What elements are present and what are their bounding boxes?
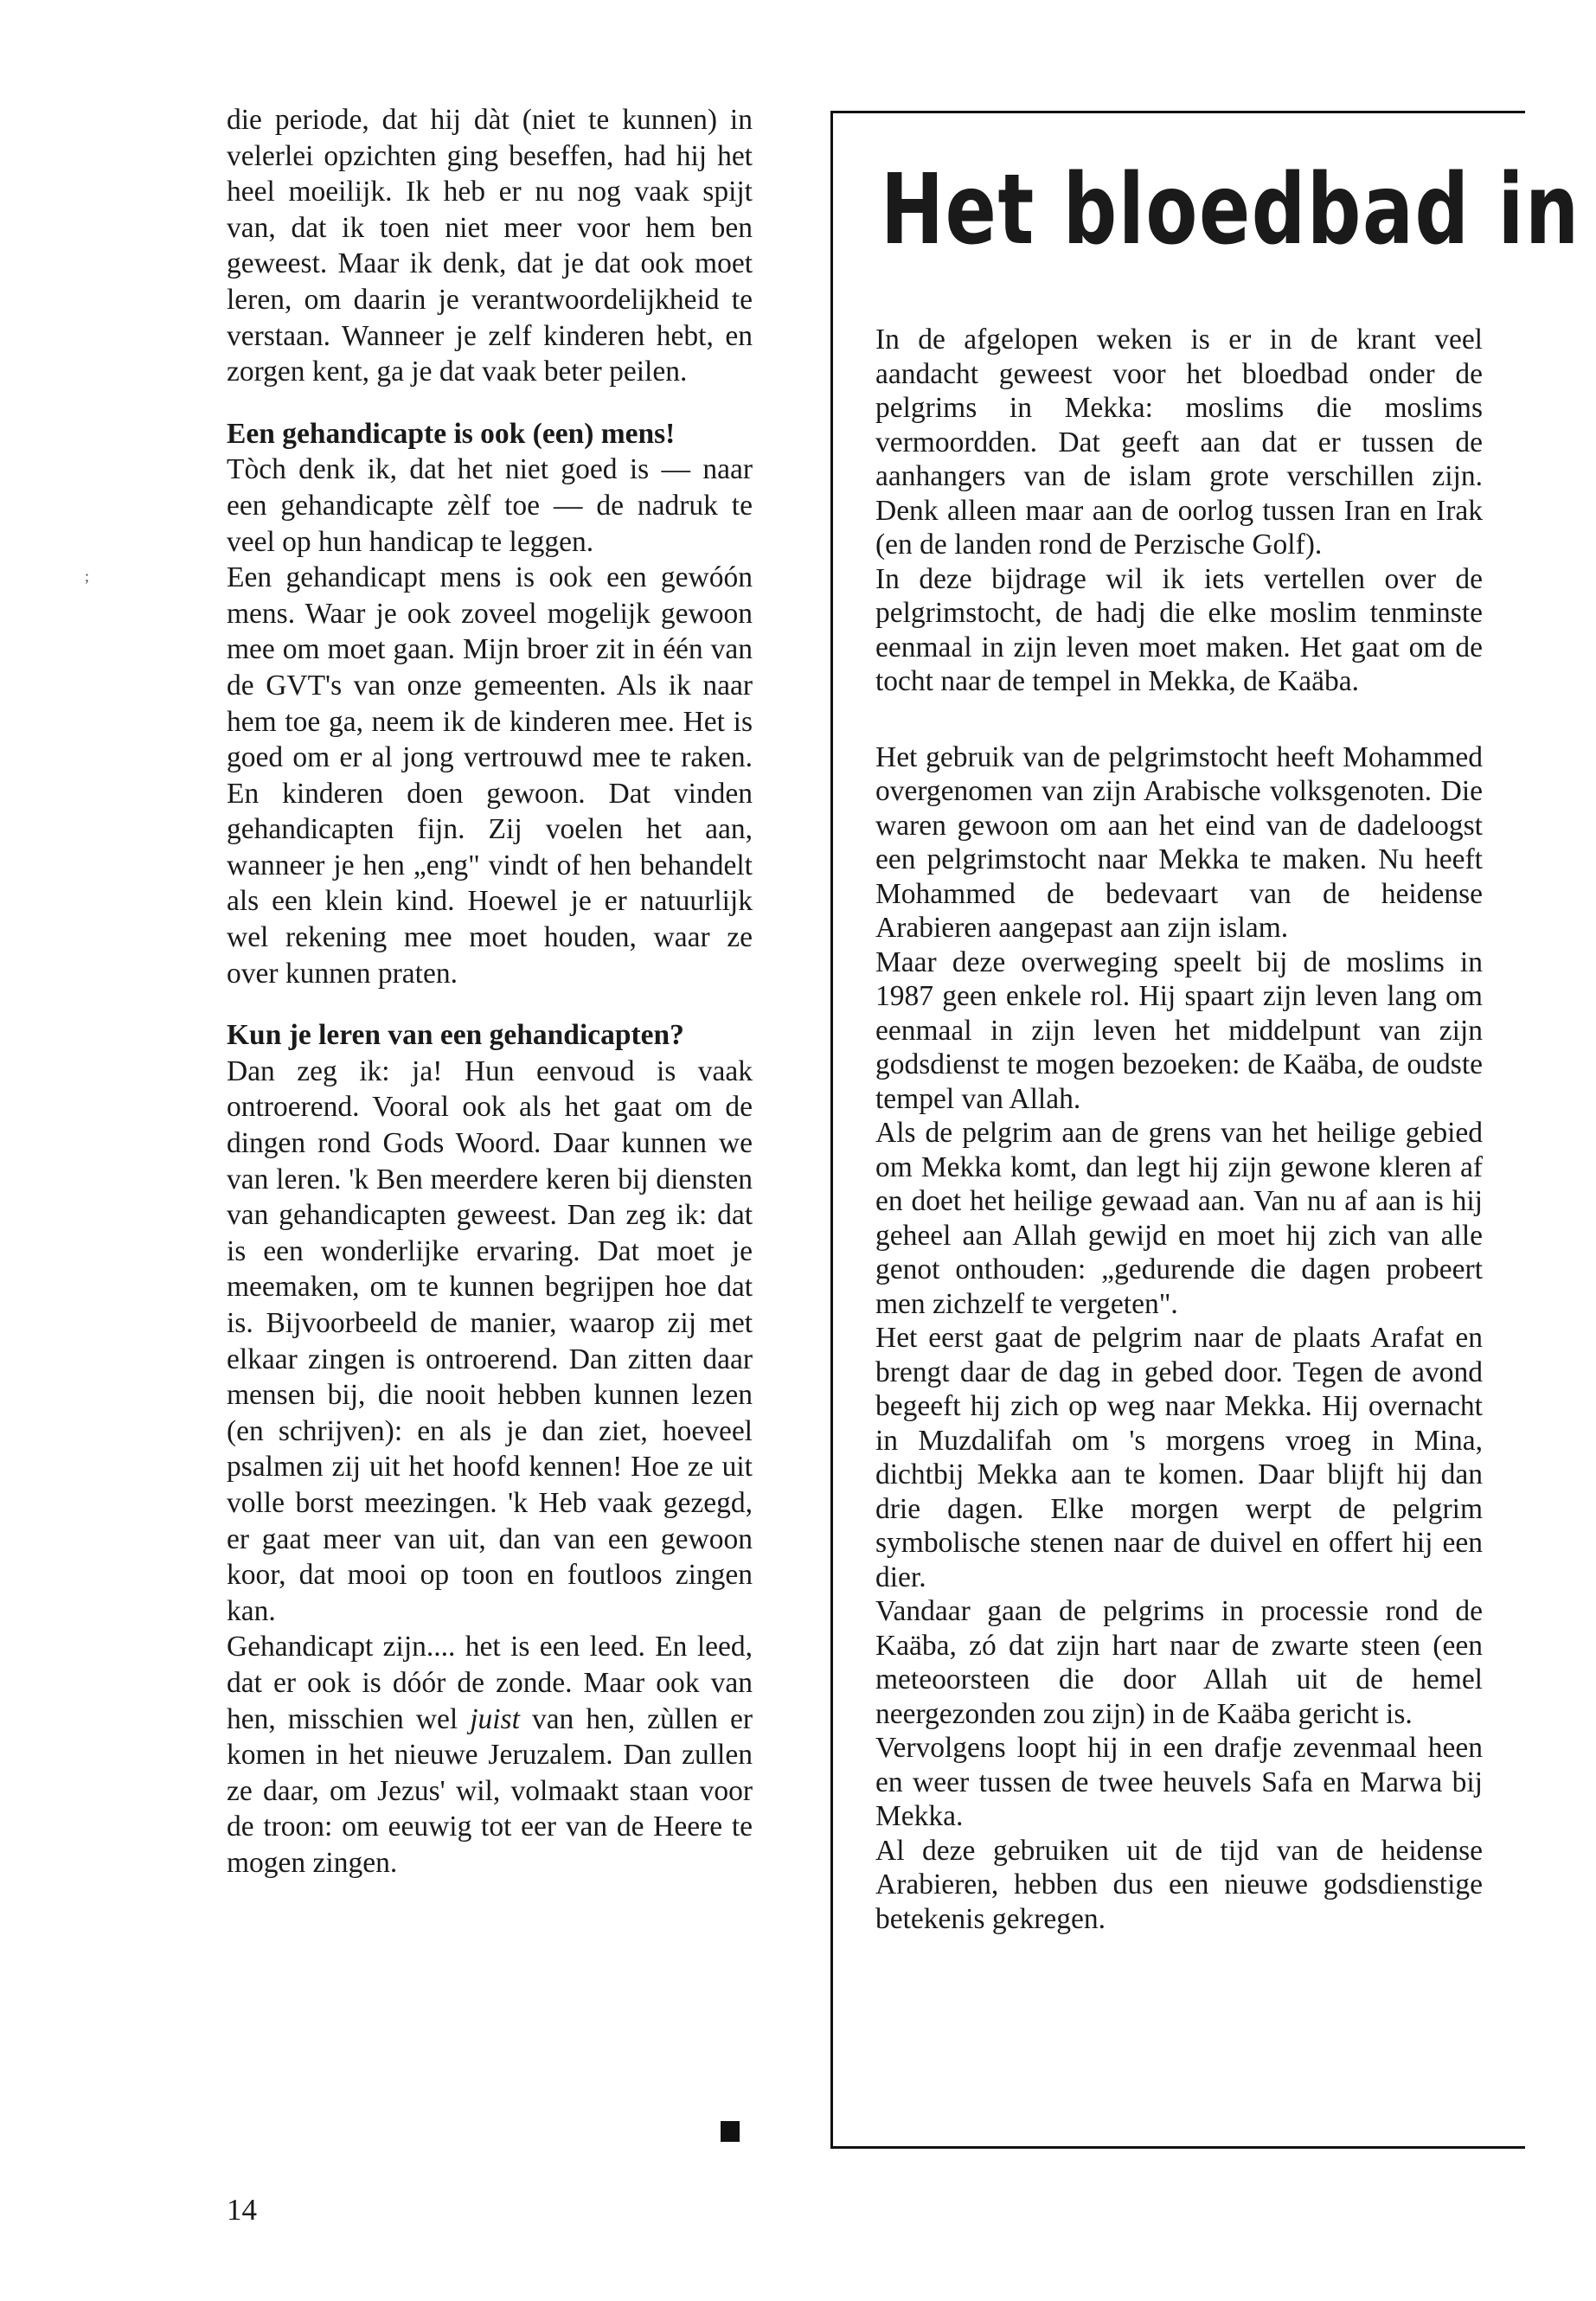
end-of-article-square-icon	[721, 2121, 740, 2142]
stray-print-mark: ;	[85, 567, 90, 585]
left-paragraph-2: Een gehandicapt mens is ook een gewóón mens. Waar je ook zoveel mogelijk gewoon mee om moet gaan. Mijn broer zit in één van de GVT's van onze gemeenten. Als ik naar hem toe ga, neem ik de kinderen mee. Het is goed om er al jong vertrouwd mee te raken. En kinderen doen gewoon. Dat vinden gehandicapten fijn. Zij voelen het aan, wanneer je hen „eng" vindt of hen behandelt als een klein kind. Hoewel je er natuurlijk wel rekening mee moet houden, waar ze over kunnen praten.	[227, 561, 753, 990]
section-heading-2: Kun je leren van een gehandicapten?	[227, 1019, 684, 1052]
right-paragraph-1: In de afgelopen weken is er in de krant veel aandacht geweest voor het bloedbad onder de pelgrims in Mekka: moslims die moslims vermoordden. Dat geeft aan dat er tussen de aanhangers van de islam grote verschillen zijn. Denk alleen maar aan de oorlog tussen Iran en Irak (en de landen rond de Perzische Golf).	[875, 324, 1483, 561]
right-column	[875, 323, 1483, 1936]
right-paragraph-2: In deze bijdrage wil ik iets vertellen over de pelgrimstocht, de hadj die elke moslim tenminste eenmaal in zijn leven moet maken. Het gaat om de tocht naar de tempel in Mekka, de Kaäba.	[875, 562, 1483, 697]
right-paragraph-6: Het eerst gaat de pelgrim naar de plaats Arafat en brengt daar de dag in gebed door. Tegen de avond begeeft hij zich op weg naar Mekka. Hij overnacht in Muzdalifah om 's morgens vroeg in Mina, dichtbij Mekka aan te komen. Daar blijft hij dan drie dagen. Elke morgen werpt de pelgrim symbolische stenen naar de duivel en offert hij een dier.	[875, 1322, 1483, 1593]
right-paragraph-5: Als de pelgrim aan de grens van het heilige gebied om Mekka komt, dan legt hij zijn gewone kleren af en doet het heilige gewaad aan. Van nu af aan is hij geheel aan Allah gewijd en moet hij zich van alle genot onthouden: „gedurende die dagen probeert men zichzelf te vergeten".	[875, 1117, 1483, 1320]
p4-text-before: Gehandicapt zijn.... het is een leed. En leed, dat er ook is dóór de zonde. Maar ook van hen, misschien wel	[227, 1631, 753, 1735]
right-paragraph-4: Maar deze overweging speelt bij de moslims in 1987 geen enkele rol. Hij spaart zijn leven lang om eenmaal in zijn leven het middelpunt van zijn godsdienst te mogen bezoeken: de Kaäba, de oudste tempel van Allah.	[875, 945, 1483, 1115]
right-paragraph-7: Vandaar gaan de pelgrims in processie rond de Kaäba, zó dat zijn hart naar de zwarte steen (een meteoorsteen die door Allah uit de hemel neergezonden zou zijn) in de Kaäba gericht is.	[875, 1595, 1483, 1730]
left-intro-paragraph: die periode, dat hij dàt (niet te kunnen) in velerlei opzichten ging beseffen, had hij het heel moeilijk. Ik heb er nu nog vaak spijt van, dat ik toen niet meer voor hem ben geweest. Maar ik denk, dat je dat ook moet leren, om daarin je verantwoordelijkheid te verstaan. Wanneer je zelf kinderen hebt, en zorgen kent, ga je dat vaak beter peilen.	[227, 104, 753, 388]
article-headline: Het bloedbad in	[881, 154, 1580, 266]
p4-text-after: van hen, zùllen er komen in het nieuwe Jeruzalem. Dan zullen ze daar, om Jezus' wil, volmaakt staan voor de troon: om eeuwig tot eer van de Heere te mogen zingen.	[227, 1702, 753, 1879]
left-paragraph-1: Tòch denk ik, dat het niet goed is — naar een gehandicapte zèlf toe — de nadruk te veel op hun handicap te leggen.	[227, 453, 753, 558]
left-column	[227, 102, 753, 1881]
right-paragraph-3: Het gebruik van de pelgrimstocht heeft Mohammed overgenomen van zijn Arabische volksgenoten. Die waren gewoon om aan het eind van de dadeloogst een pelgrimstocht naar Mekka te maken. Nu heeft Mohammed de bedevaart van de heidense Arabieren aangepast aan zijn islam.	[875, 740, 1483, 944]
left-paragraph-3: Dan zeg ik: ja! Hun eenvoud is vaak ontroerend. Vooral ook als het gaat om de dingen rond Gods Woord. Daar kunnen we van leren. 'k Ben meerdere keren bij diensten van gehandicapten geweest. Dan zeg ik: dat is een wonderlijke ervaring. Dat moet je meemaken, om te kunnen begrijpen hoe dat is. Bijvoorbeeld de manier, waarop zij met elkaar zingen is ontroerend. Dan zitten daar mensen bij, die nooit hebben kunnen lezen (en schrijven): en als je dan ziet, hoeveel psalmen zij uit het hoofd kennen! Hoe ze uit volle borst meezingen. 'k Heb vaak gezegd, er gaat meer van uit, dan van een gewoon koor, dat mooi op toon en foutloos zingen kan.	[227, 1054, 753, 1627]
right-paragraph-9: Al deze gebruiken uit de tijd van de heidense Arabieren, hebben dus een nieuwe godsdienstige betekenis gekregen.	[875, 1834, 1483, 1935]
page-number: 14	[227, 2193, 257, 2227]
right-paragraph-8: Vervolgens loopt hij in een drafje zevenmaal heen en weer tussen de twee heuvels Safa en Marwa bij Mekka.	[875, 1732, 1483, 1832]
p4-italic-word: juist	[470, 1702, 520, 1735]
section-heading-1: Een gehandicapte is ook (een) mens!	[227, 417, 676, 450]
left-paragraph-4	[227, 1629, 753, 1881]
